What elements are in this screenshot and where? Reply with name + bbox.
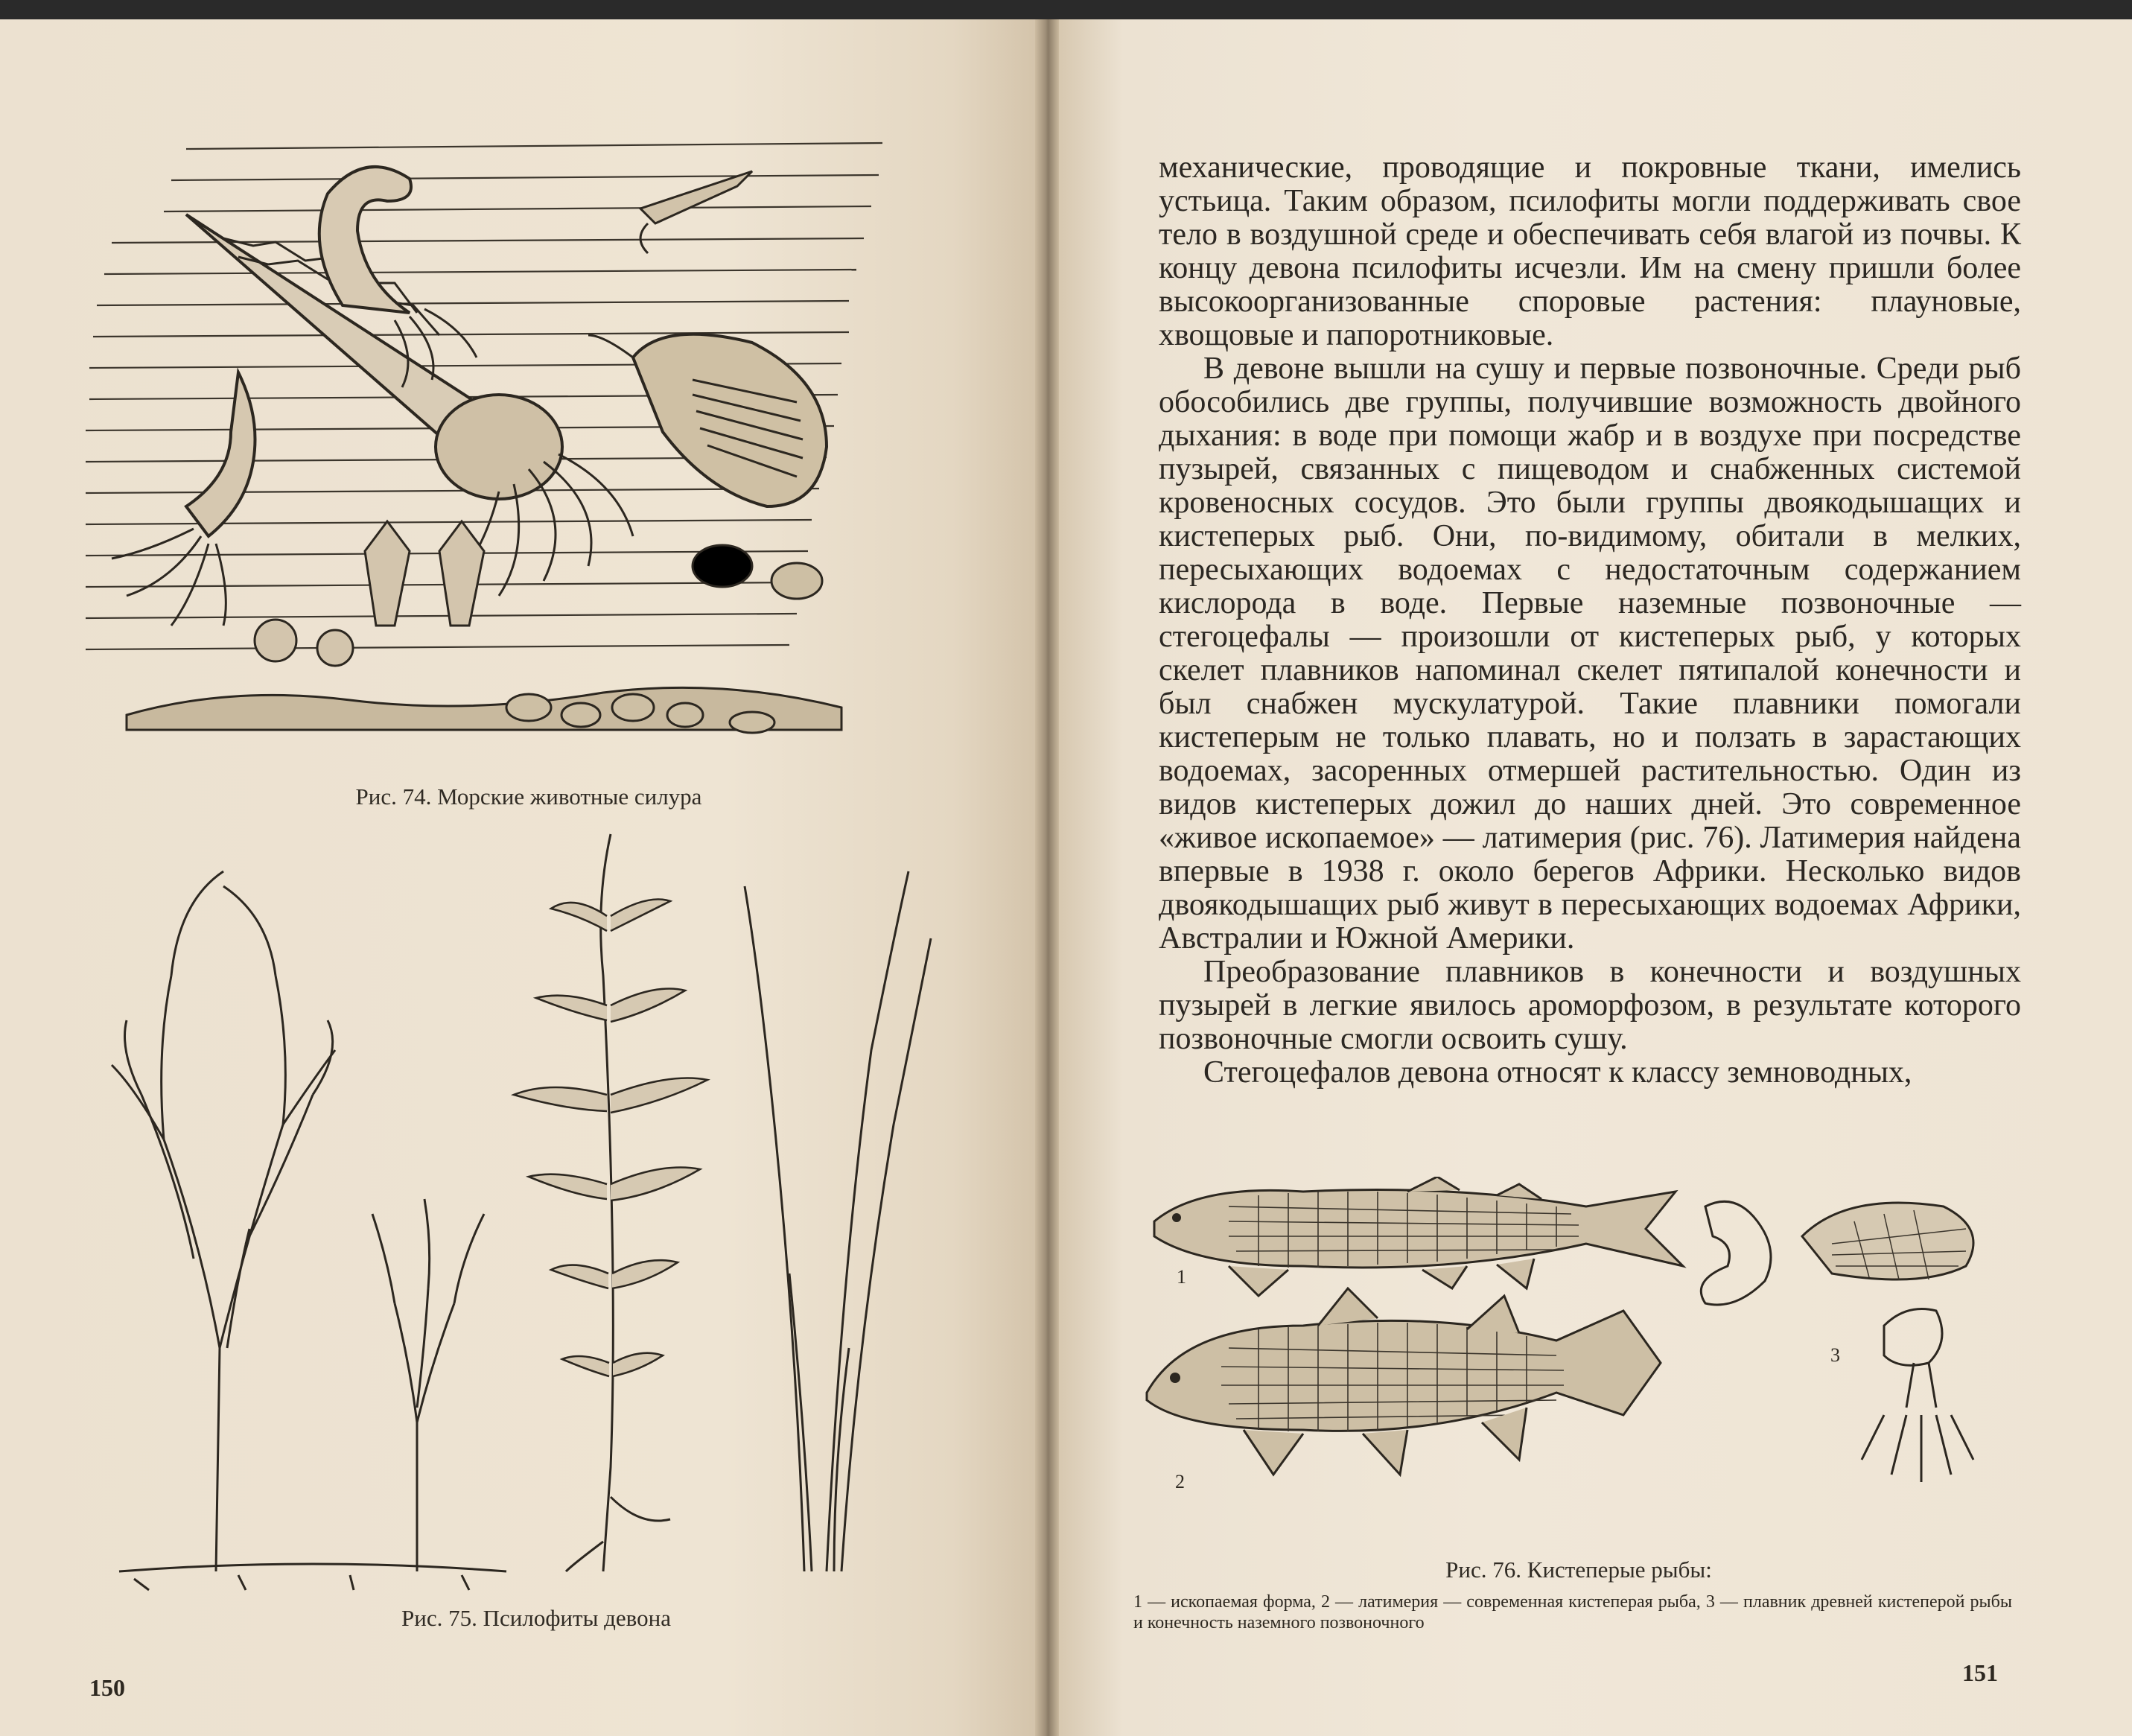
figure-74-illustration — [82, 134, 886, 767]
figure-76-caption: Рис. 76. Кистеперые рыбы: — [1445, 1557, 1712, 1583]
figure-75-illustration — [89, 827, 946, 1594]
paragraph-4: Стегоцефалов девона относят к классу земноводных, — [1203, 1055, 1912, 1090]
page-number-left: 150 — [89, 1674, 125, 1701]
figure-76-label-1: 1 — [1177, 1266, 1186, 1288]
paragraph-3: Преобразование плавников в конечности и воздушных пузырей в легкие явилось ароморфозом, в результате которого позвоночные смогли освоить сушу. — [1159, 955, 2021, 1056]
figure-76-legend: 1 — ископаемая форма, 2 — латимерия — современная кистеперая рыба, 3 — плавник древней кистеперой рыбы и конечность наземного позвоночного — [1133, 1592, 2012, 1632]
figure-74-caption: Рис. 74. Морские животные силура — [355, 783, 702, 810]
figure-75-caption: Рис. 75. Псилофиты девона — [401, 1605, 671, 1631]
body-text — [1159, 151, 2021, 1090]
scan-top-border — [0, 0, 2132, 19]
page-number-right: 151 — [1962, 1659, 1998, 1686]
paragraph-1: механические, проводящие и покровные ткани, имелись устьица. Таким образом, псилофиты могли поддерживать свое тело в воздушной среде и обеспечивать себя влагой из почвы. К концу девона псилофиты исчезли. Им на смену пришли более высокоорганизованные споровые растения: плауновые, хвощовые и папоротниковые. — [1159, 150, 2021, 352]
book-gutter — [1035, 19, 1059, 1736]
figure-76-label-3: 3 — [1830, 1344, 1840, 1366]
paragraph-2: В девоне вышли на сушу и первые позвоночные. Среди рыб обособились две группы, получившие возможность двойного дыхания: в воде при помощи жабр и в воздухе при посредстве пузырей, связанных с пищеводом и снабженных системой кровеносных сосудов. Это были группы двоякодышащих и кистеперых рыб. Они, по-видимому, обитали в мелких, пересыхающих водоемах с недостаточным содержанием кислорода в воде. Первые наземные позвоночные — стегоцефалы — произошли от кистеперых рыб, у которых скелет плавников напоминал скелет пятипалой конечности и был снабжен мускулатурой. Такие плавники помогали кистеперым не только плавать, но и ползать в зарастающих водоемах, засоренных отмершей растительностью. Один из видов кистеперых дожил до наших дней. Это современное «живое ископаемое» — латимерия (рис. 76). Латимерия найдена впервые в 1938 г. около берегов Африки. Несколько видов двоякодышащих рыб живут в пересыхающих водоемах Африки, Австралии и Южной Америки. — [1159, 352, 2021, 956]
figure-76-label-2: 2 — [1175, 1471, 1185, 1492]
figure-76-illustration — [1139, 1177, 2011, 1512]
